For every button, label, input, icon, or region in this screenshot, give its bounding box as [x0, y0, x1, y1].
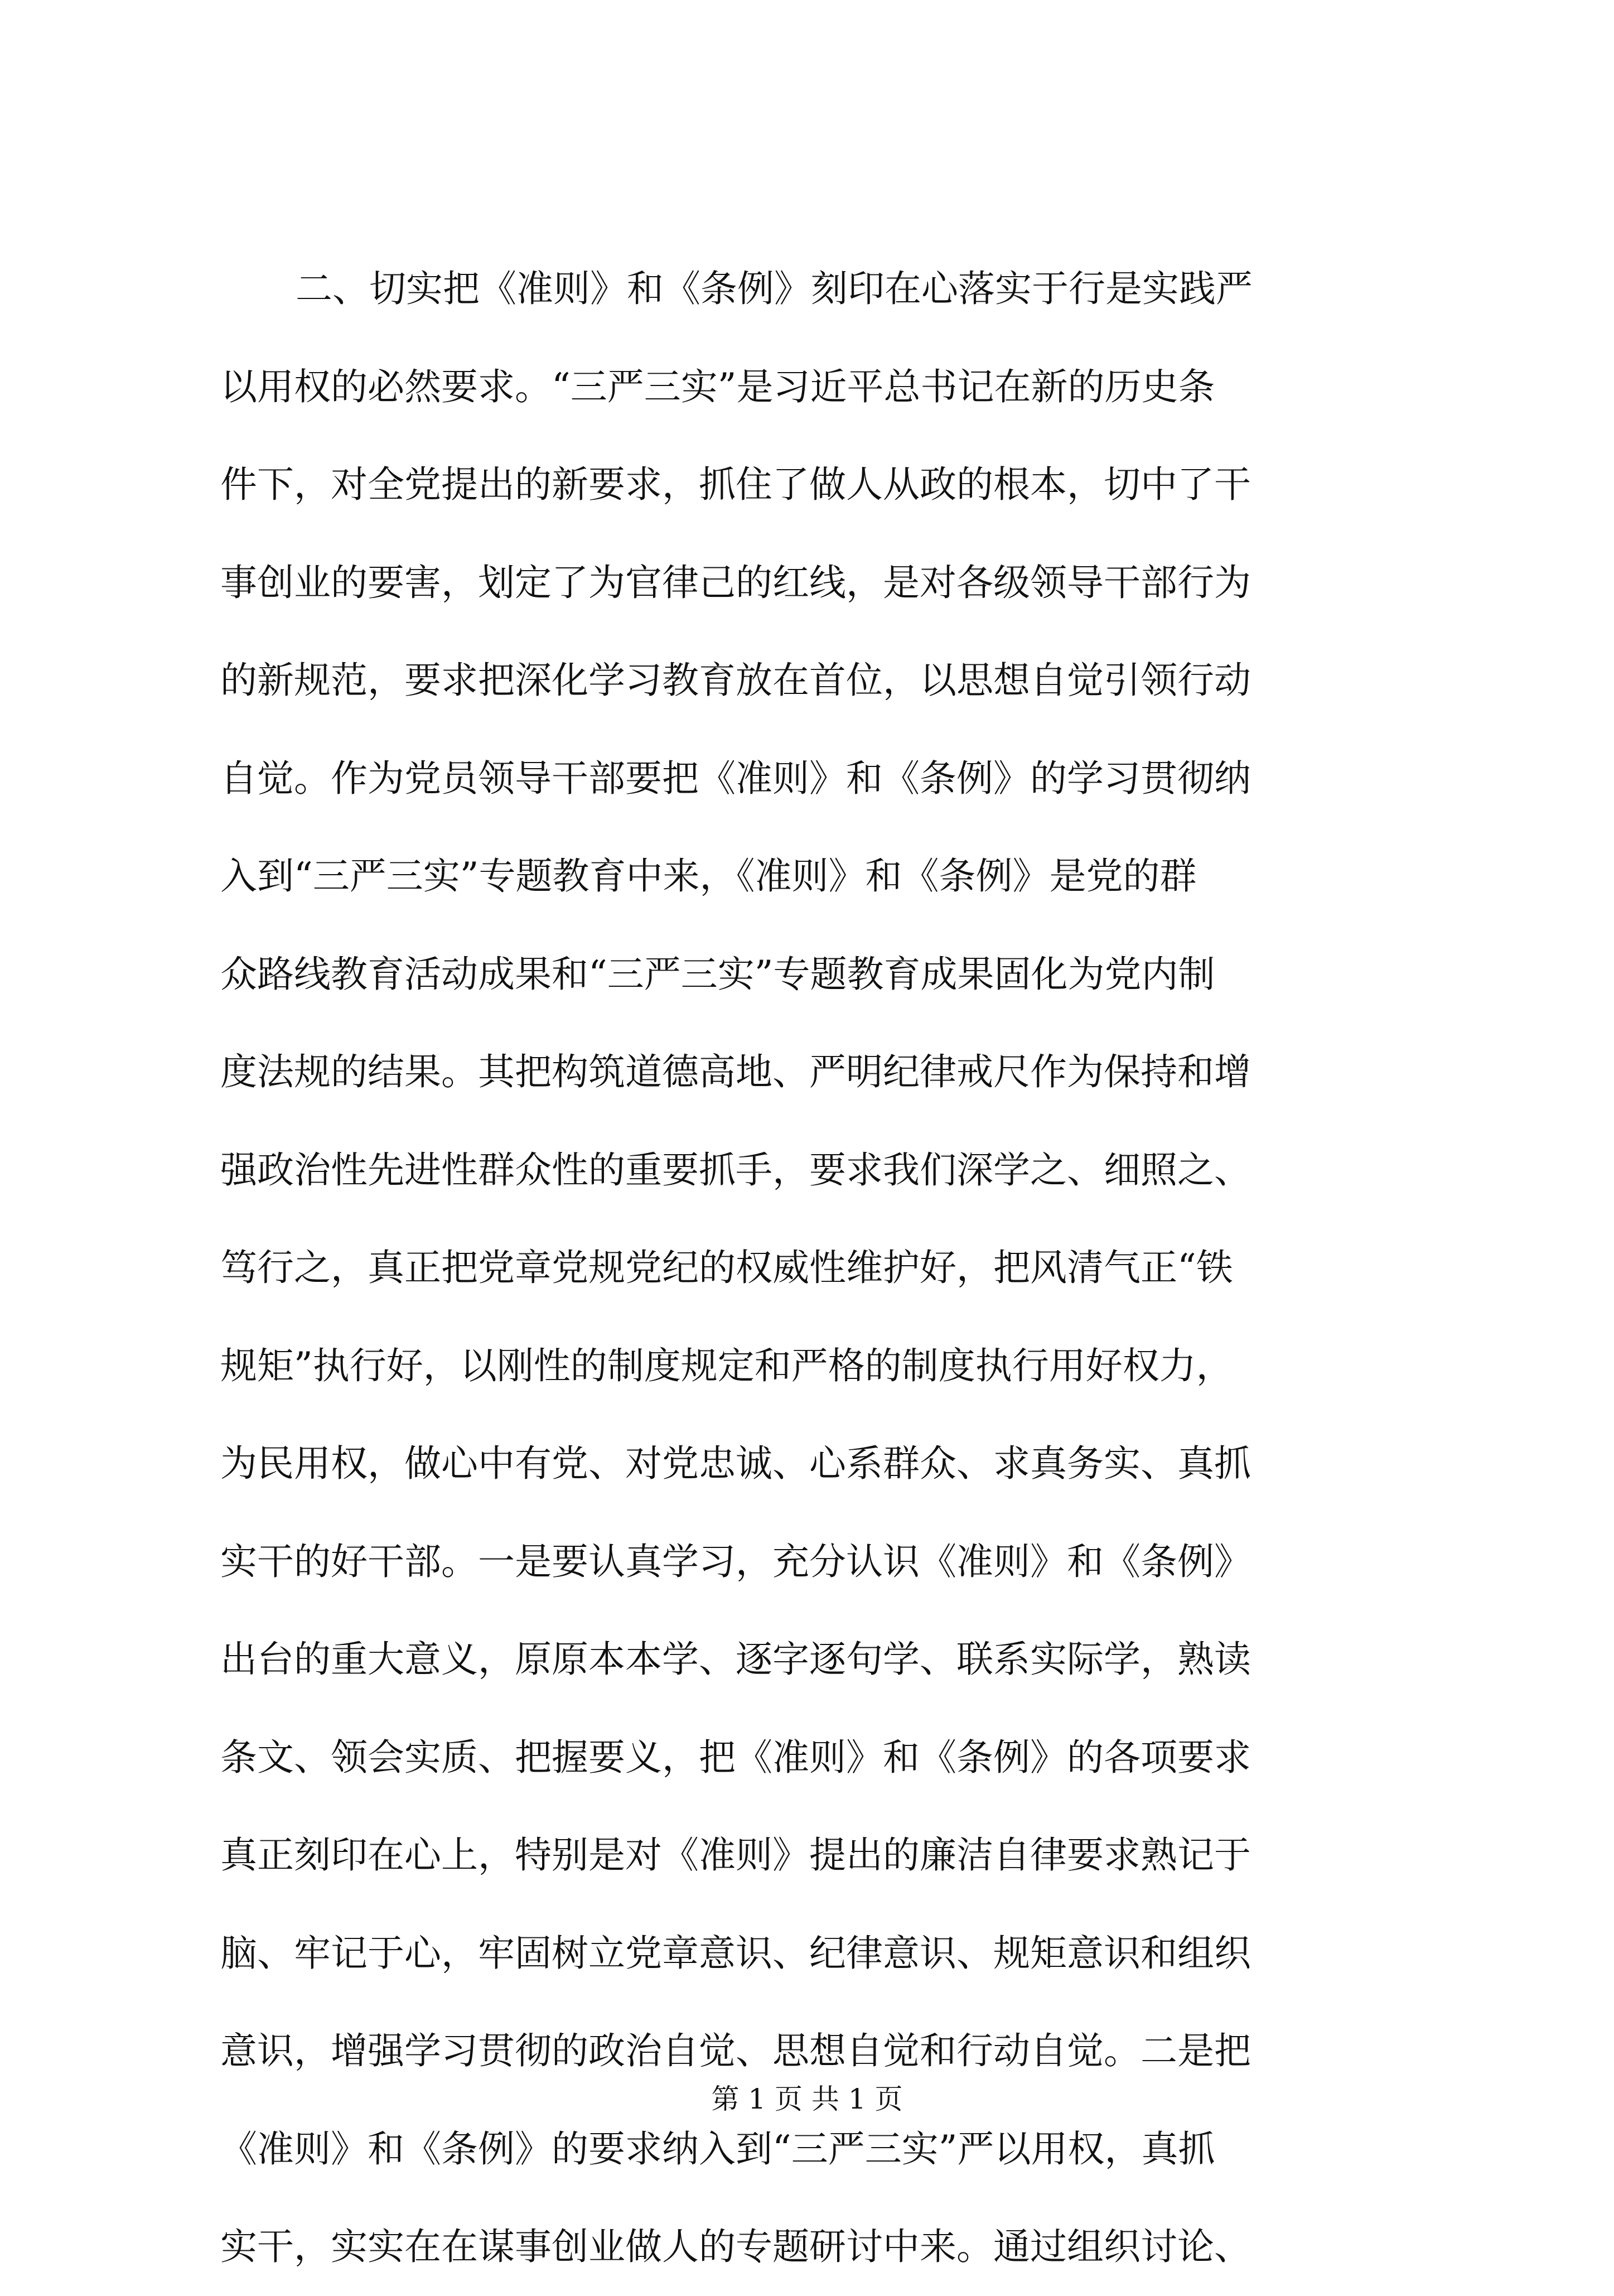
- text-line: 强政治性先进性群众性的重要抓手，要求我们深学之、细照之、: [220, 1148, 1251, 1192]
- text-line: 的新规范，要求把深化学习教育放在首位，以思想自觉引领行动: [220, 659, 1251, 702]
- text-line: 事创业的要害，划定了为官律己的红线，是对各级领导干部行为: [220, 561, 1251, 604]
- text-line: 度法规的结果。其把构筑道德高地、严明纪律戒尺作为保持和增: [220, 1050, 1251, 1093]
- text-line: 以用权的必然要求。“三严三实”是习近平总书记在新的历史条: [220, 365, 1215, 408]
- text-line: 件下，对全党提出的新要求，抓住了做人从政的根本，切中了干: [220, 463, 1251, 506]
- text-line: 《准则》和《条例》的要求纳入到“三严三实”严以用权，真抓: [220, 2127, 1215, 2170]
- text-line: 出台的重大意义，原原本本学、逐字逐句学、联系实际学，熟读: [220, 1638, 1251, 1681]
- text-line: 为民用权，做心中有党、对党忠诚、心系群众、求真务实、真抓: [220, 1442, 1251, 1485]
- text-line: 实干的好干部。一是要认真学习，充分认识《准则》和《条例》: [220, 1540, 1251, 1583]
- text-line: 入到“三严三实”专题教育中来，《准则》和《条例》是党的群: [220, 855, 1197, 898]
- text-line: 条文、领会实质、把握要义，把《准则》和《条例》的各项要求: [220, 1735, 1251, 1779]
- text-line: 真正刻印在心上，特别是对《准则》提出的廉洁自律要求熟记于: [220, 1834, 1251, 1877]
- text-line: 众路线教育活动成果和“三严三实”专题教育成果固化为党内制: [220, 952, 1215, 996]
- text-line: 脑、牢记于心，牢固树立党章意识、纪律意识、规矩意识和组织: [220, 1931, 1251, 1975]
- text-line: 二、切实把《准则》和《条例》刻印在心落实于行是实践严: [296, 267, 1253, 310]
- page-number-footer: 第 1 页 共 1 页: [711, 2083, 903, 2115]
- text-line: 实干，实实在在谋事创业做人的专题研讨中来。通过组织讨论、: [220, 2225, 1251, 2268]
- text-line: 自觉。作为党员领导干部要把《准则》和《条例》的学习贯彻纳: [220, 756, 1251, 800]
- text-line: 规矩”执行好，以刚性的制度规定和严格的制度执行用好权力，: [220, 1344, 1233, 1387]
- text-line: 意识，增强学习贯彻的政治自觉、思想自觉和行动自觉。二是把: [220, 2029, 1251, 2072]
- text-line: 笃行之，真正把党章党规党纪的权威性维护好，把风清气正“铁: [220, 1246, 1233, 1289]
- body-paragraph: [220, 240, 1397, 2296]
